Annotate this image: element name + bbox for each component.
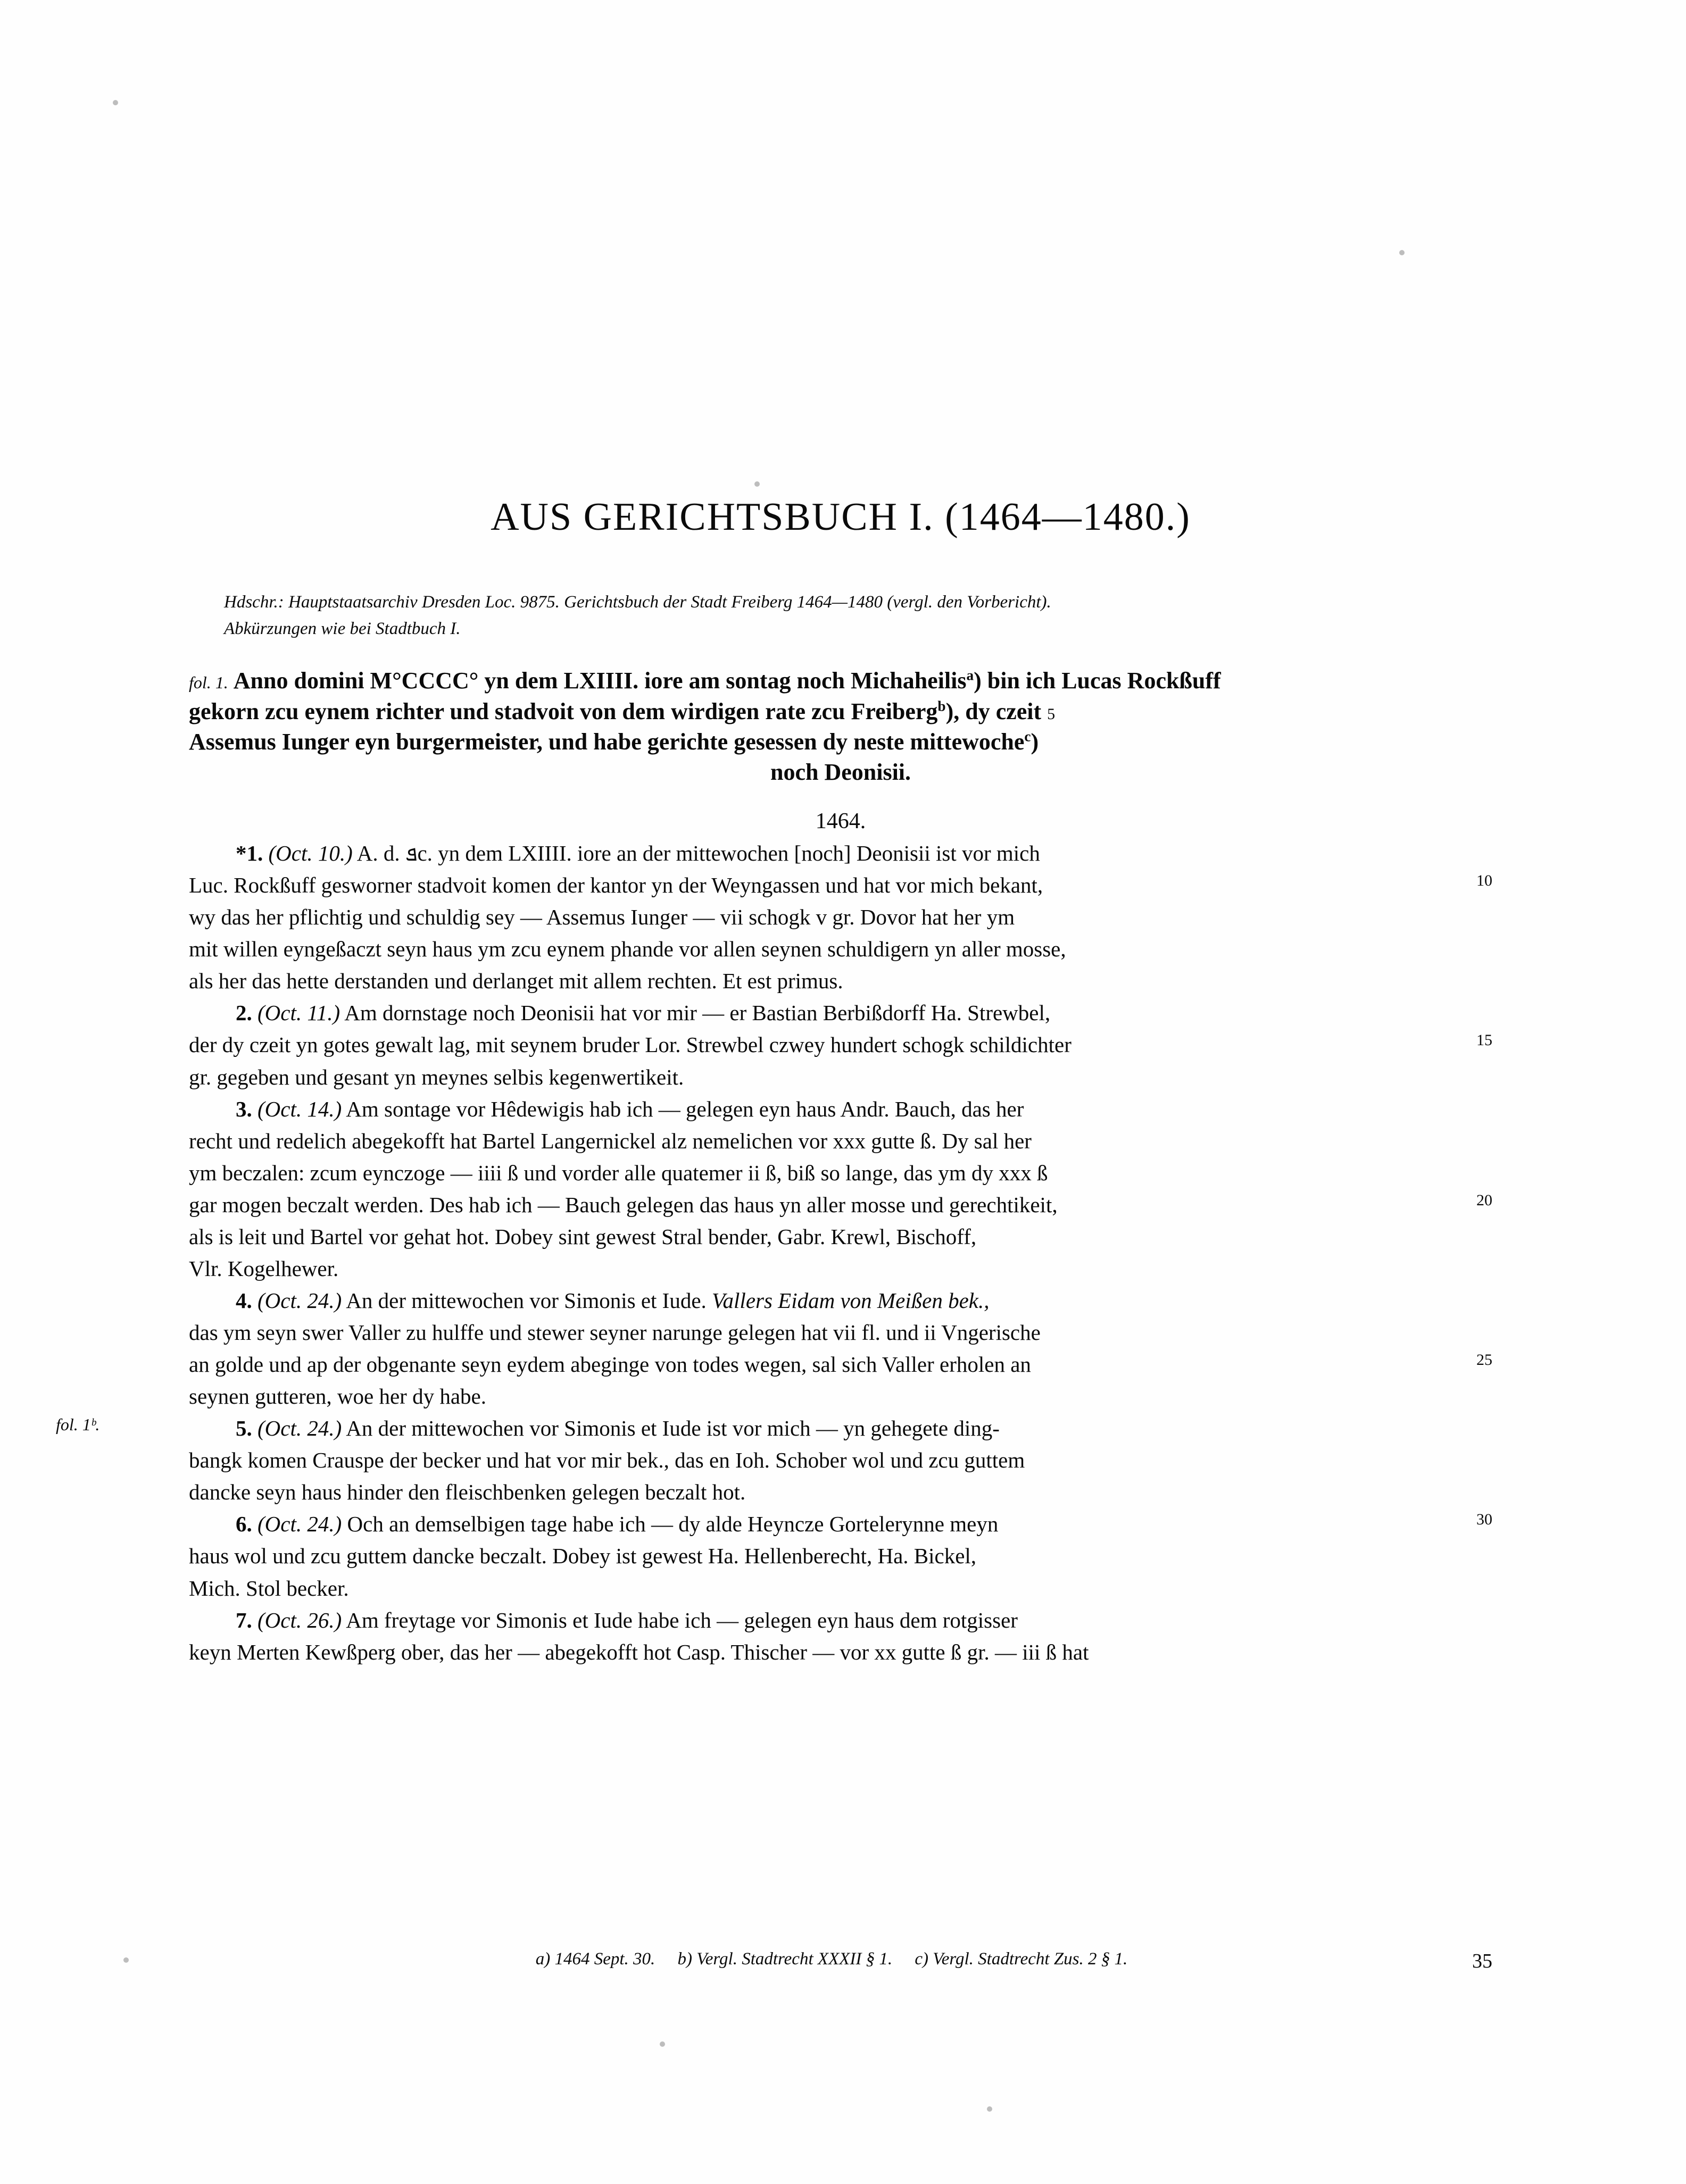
page-footer <box>189 1949 1492 1972</box>
entry-5-line-3: dancke seyn haus hinder den fleischbenken gelegen beczalt hot. <box>189 1480 746 1505</box>
entry-6-date: (Oct. 24.) <box>258 1512 342 1537</box>
entry-4-number: 4. <box>236 1288 252 1313</box>
entry-4-line-3 <box>189 1348 1492 1380</box>
headnote-line-1-text: Anno domini M°CCCC° yn dem LXIIII. iore am sontag noch Michaheilis <box>233 668 967 694</box>
entry-5 <box>56 1412 1492 1508</box>
headnote-line-1 <box>189 665 1492 696</box>
entry-6-line-3: Mich. Stol becker. <box>189 1576 349 1601</box>
entry-6-text-1: Och an demselbigen tage habe ich — dy alde Heyncze Gortelerynne meyn <box>347 1512 999 1537</box>
entry-5-number: 5. <box>236 1416 252 1441</box>
line-number-20: 20 <box>1476 1191 1492 1209</box>
page-title: AUS GERICHTSBUCH I. (1464—1480.) <box>491 495 1191 539</box>
line-number-25: 25 <box>1476 1351 1492 1369</box>
source-note-line-1: Hdschr.: Hauptstaatsarchiv Dresden Loc. 9875. Gerichtsbuch der Stadt Freiberg 1464—1480 (vergl. den Vorbericht). <box>224 593 1051 612</box>
entry-3 <box>189 1093 1492 1285</box>
source-note-line-2: Abkürzungen wie bei Stadtbuch I. <box>224 619 461 639</box>
entry-6-number: 6. <box>236 1512 252 1537</box>
entry-4-line-2: das ym seyn swer Valler zu hulffe und stewer seyner narunge gelegen hat vii fl. und ii Vngerische <box>189 1320 1041 1345</box>
entries-list <box>56 837 1492 1668</box>
source-note <box>189 589 1492 642</box>
entry-4-text-3: an golde und ap der obgenante seyn eydem abeginge von todes wegen, sal sich Valler erholen an <box>189 1352 1031 1377</box>
entry-1-line-1 <box>189 837 1492 869</box>
entry-2 <box>189 997 1492 1093</box>
entry-3-line-2: recht und redelich abegekofft hat Bartel Langernickel alz nemelichen vor xxx gutte ß. Dy sal her <box>189 1128 1032 1153</box>
entry-7-line-1 <box>189 1604 1492 1636</box>
page-content <box>56 495 1492 1668</box>
line-number-5: 5 <box>1047 705 1056 723</box>
entry-3-date: (Oct. 14.) <box>258 1096 342 1121</box>
entry-1 <box>189 837 1492 997</box>
headnote-line-2-text: gekorn zcu eynem richter und stadvoit von dem wirdigen rate zcu Freiberg <box>189 698 938 724</box>
line-number-15: 15 <box>1476 1031 1492 1049</box>
line-number-30: 30 <box>1476 1511 1492 1529</box>
entry-2-date: (Oct. 11.) <box>258 1001 340 1026</box>
entry-2-text-1: Am dornstage noch Deonisii hat vor mir — er Bastian Berbißdorff Ha. Strewbel, <box>344 1001 1051 1026</box>
entry-4-line-4: seynen gutteren, woe her dy habe. <box>189 1384 486 1409</box>
scan-speckle <box>987 2106 992 2112</box>
entry-1-number: *1. <box>236 841 263 866</box>
footnote-a: a) 1464 Sept. 30. <box>535 1949 655 1969</box>
folio-marker: fol. 1. <box>189 673 228 693</box>
footnote-ref-b: b <box>937 697 946 714</box>
entry-1-date: (Oct. 10.) <box>268 841 353 866</box>
entry-4-date: (Oct. 24.) <box>258 1288 342 1313</box>
entry-5-line-2: bangk komen Crauspe der becker und hat vor mir bek., das en Ioh. Schober wol und zcu guttem <box>189 1448 1025 1473</box>
headnote-line-3 <box>189 727 1492 757</box>
headnote-line-3-tail: ) <box>1031 728 1039 755</box>
entry-2-number: 2. <box>236 1001 252 1026</box>
headnote-line-1-tail: ) bin ich Lucas Rockßuff <box>974 668 1221 694</box>
entry-3-line-6: Vlr. Kogelhewer. <box>189 1256 339 1281</box>
entry-4-text-1: An der mittewochen vor Simonis et Iude. <box>346 1288 712 1313</box>
entry-5-date: (Oct. 24.) <box>258 1416 342 1441</box>
scan-speckle <box>113 100 118 105</box>
entry-3-line-1 <box>189 1093 1492 1125</box>
entry-7-number: 7. <box>236 1607 252 1632</box>
entry-5-text-1: An der mittewochen vor Simonis et Iude ist vor mich — yn gehegete ding- <box>346 1416 1000 1441</box>
headnote-line-4: noch Deonisii. <box>770 758 911 785</box>
entry-1-line-4: mit willen eyngeßaczt seyn haus ym zcu eynem phande vor allen seynen schuldigern yn aller mosse, <box>189 937 1066 962</box>
scan-speckle <box>1399 250 1405 255</box>
entry-2-line-2 <box>189 1029 1492 1061</box>
entry-3-text-4: gar mogen beczalt werden. Des hab ich — Bauch gelegen das haus yn aller mosse und gerechtikeit, <box>189 1192 1058 1217</box>
entry-4-italic-note: Vallers Eidam von Meißen bek., <box>712 1288 990 1313</box>
scan-speckle <box>123 1957 129 1963</box>
entry-2-line-1 <box>189 997 1492 1029</box>
entry-3-line-5: als is leit und Bartel vor gehat hot. Dobey sint gewest Stral bender, Gabr. Krewl, Bischoff, <box>189 1224 977 1249</box>
entry-3-number: 3. <box>236 1096 252 1121</box>
footnote-list <box>189 1949 1492 1969</box>
entry-7-text-1: Am freytage vor Simonis et Iude habe ich — gelegen eyn haus dem rotgisser <box>346 1607 1018 1632</box>
entry-3-line-3: ym beczalen: zcum eynczoge — iiii ß und vorder alle quatemer ii ß, biß so lange, das ym dy xxx ß <box>189 1160 1048 1185</box>
line-number-10: 10 <box>1476 872 1492 890</box>
entry-7 <box>189 1604 1492 1668</box>
footnote-ref-c: c <box>1024 728 1031 745</box>
entry-1-text-1: A. d. ܦc. yn dem LXIIII. iore an der mittewochen [noch] Deonisii ist vor mich <box>356 841 1040 866</box>
entry-3-text-1: Am sontage vor Hêdewigis hab ich — gelegen eyn haus Andr. Bauch, das her <box>346 1096 1024 1121</box>
scan-speckle <box>754 481 760 487</box>
entry-7-date: (Oct. 26.) <box>258 1607 342 1632</box>
year-heading: 1464. <box>815 809 866 834</box>
footnote-ref-a: a <box>966 667 974 683</box>
entry-3-line-4 <box>189 1189 1492 1221</box>
headnote-line-3-text: Assemus Iunger eyn burgermeister, und habe gerichte gesessen dy neste mittewoche <box>189 728 1025 755</box>
footnote-c: c) Vergl. Stadtrecht Zus. 2 § 1. <box>915 1949 1128 1969</box>
entry-6-line-1 <box>189 1508 1492 1540</box>
headnote-line-2-tail: ), dy czeit <box>945 698 1042 724</box>
entry-1-text-2: Luc. Rockßuff gesworner stadvoit komen der kantor yn der Weyngassen und hat vor mich bekant, <box>189 873 1043 898</box>
entry-6 <box>189 1508 1492 1604</box>
entry-7-line-2: keyn Merten Kewßperg ober, das her — abegekofft hot Casp. Thischer — vor xx gutte ß gr. — iii ß hat <box>189 1639 1089 1664</box>
entry-6-line-2: haus wol und zcu guttem dancke beczalt. Dobey ist gewest Ha. Hellenberecht, Ha. Bickel, <box>189 1544 977 1569</box>
footnote-b: b) Vergl. Stadtrecht XXXII § 1. <box>677 1949 893 1969</box>
folio-marginal-1b: fol. 1ᵇ. <box>56 1415 100 1435</box>
entry-2-text-2: der dy czeit yn gotes gewalt lag, mit seynem bruder Lor. Strewbel czwey hundert schogk schildichter <box>189 1032 1072 1057</box>
entry-2-line-3: gr. gegeben und gesant yn meynes selbis kegenwertikeit. <box>189 1064 684 1089</box>
entry-4 <box>189 1285 1492 1412</box>
entry-1-line-2 <box>189 869 1492 901</box>
entry-5-line-1 <box>56 1412 1492 1444</box>
entry-1-line-5: als her das hette derstanden und derlanget mit allem rechten. Et est primus. <box>189 969 843 994</box>
headnote-block <box>189 665 1492 787</box>
page-number: 35 <box>1472 1950 1492 1972</box>
entry-4-line-1 <box>189 1285 1492 1316</box>
scan-speckle <box>660 2041 665 2047</box>
headnote-line-2 <box>189 696 1492 727</box>
entry-1-line-3: wy das her pflichtig und schuldig sey — Assemus Iunger — vii schogk v gr. Dovor hat her ym <box>189 905 1015 930</box>
